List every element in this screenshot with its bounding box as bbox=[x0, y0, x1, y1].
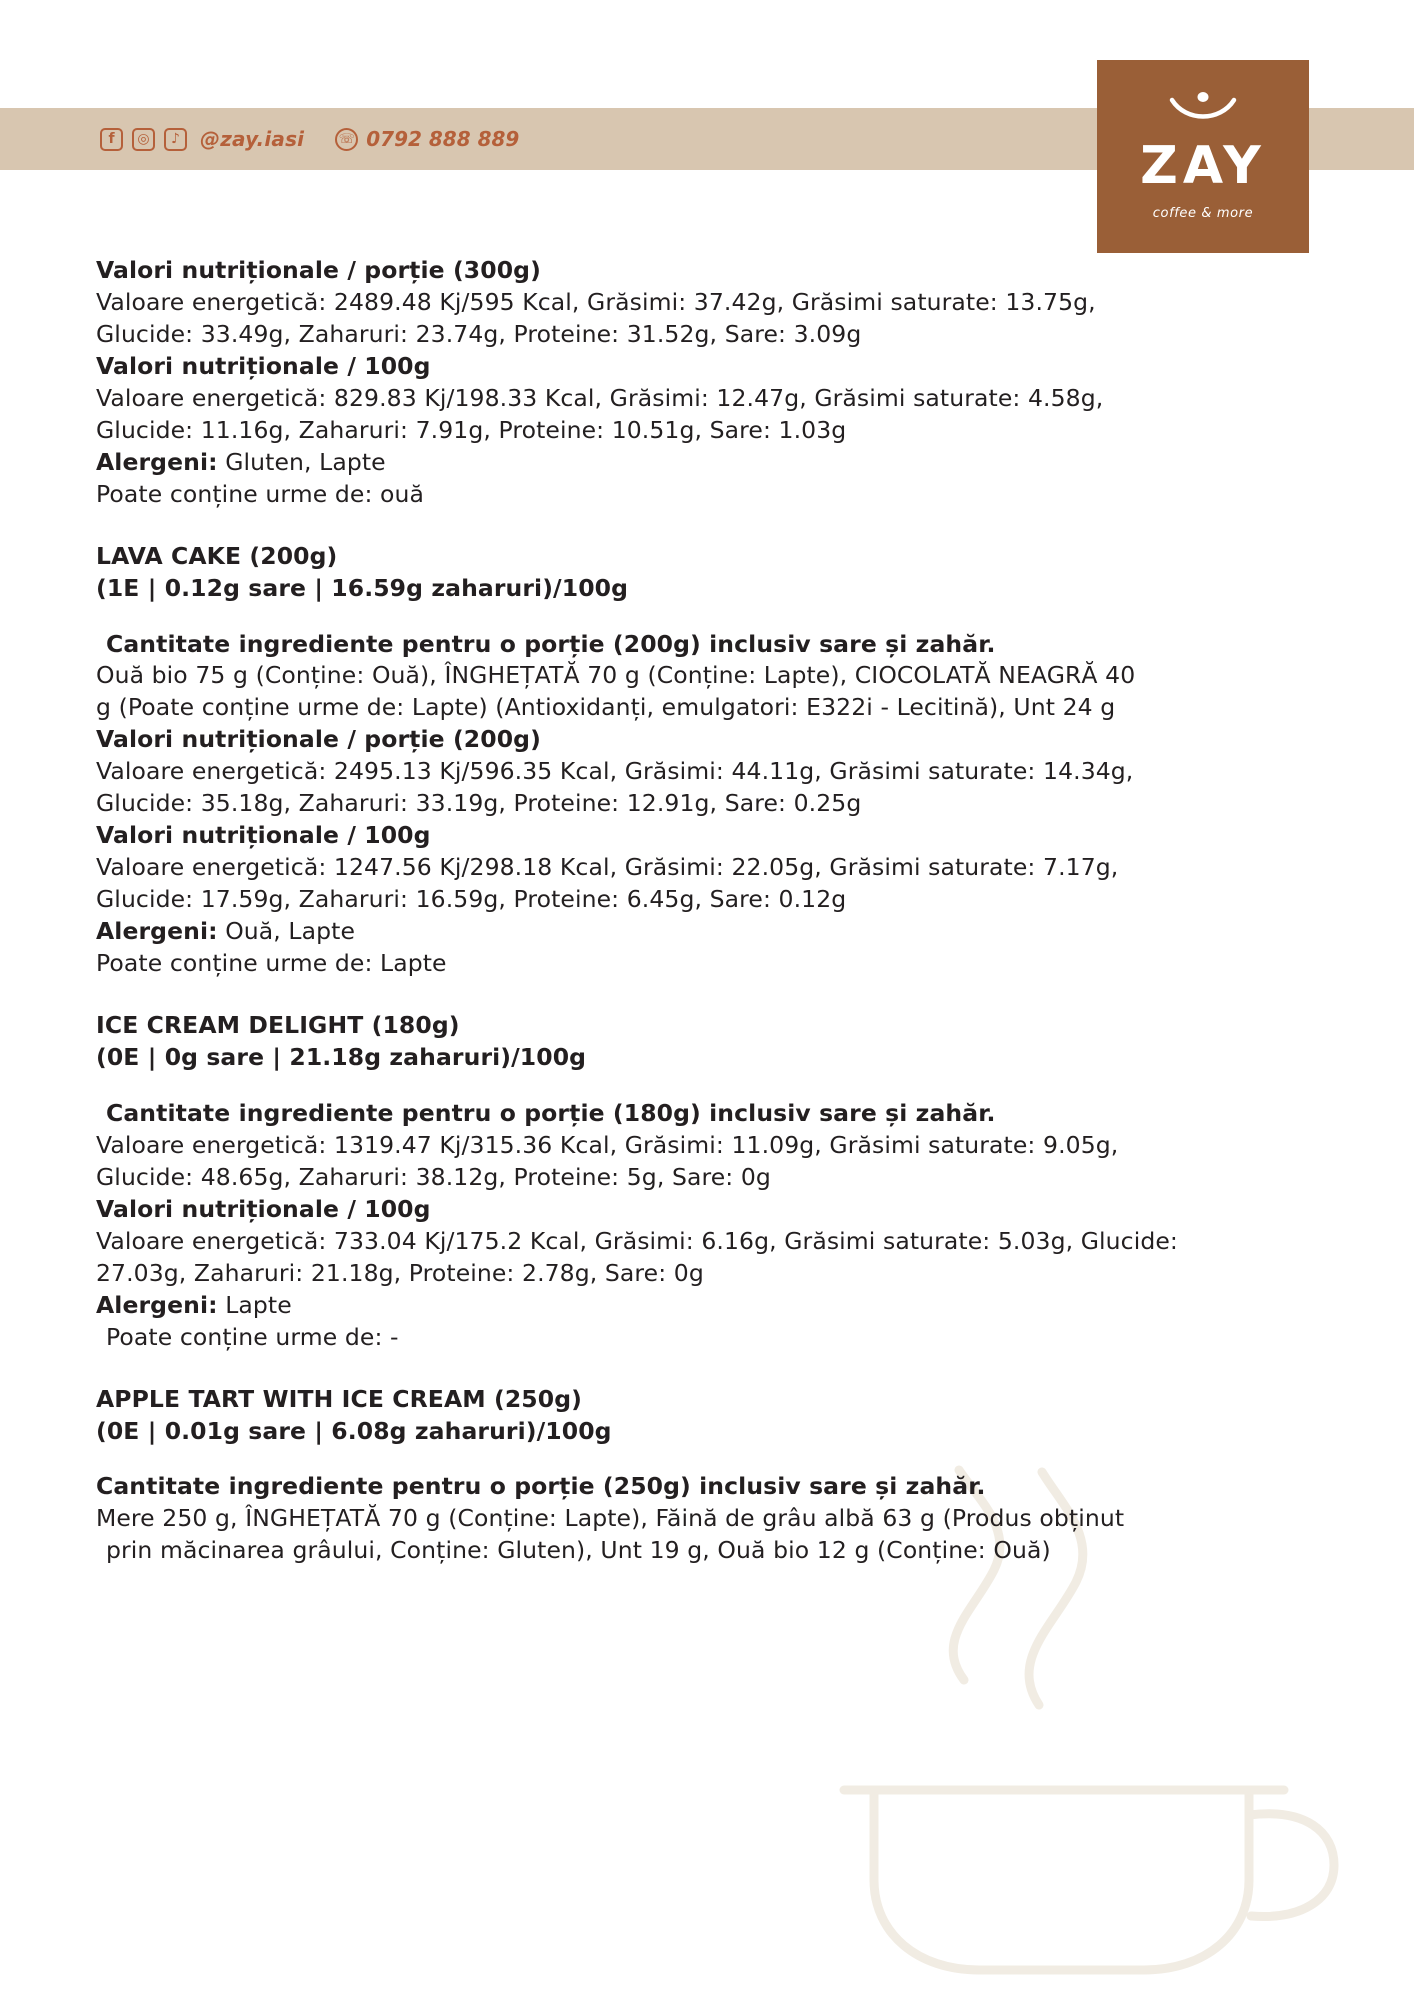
section-title: ICE CREAM DELIGHT (180g) bbox=[96, 1011, 460, 1040]
section-subtitle: (0E | 0.01g sare | 6.08g zaharuri)/100g bbox=[96, 1416, 612, 1445]
text-line: Alergeni: Lapte bbox=[96, 1290, 292, 1319]
text-line-heading: Cantitate ingrediente pentru o porție (250g) inclusiv sare și zahăr. bbox=[96, 1472, 986, 1501]
text-line: Valoare energetică: 733.04 Kj/175.2 Kcal, Grăsimi: 6.16g, Grăsimi saturate: 5.03g, Glucide: bbox=[96, 1226, 1178, 1255]
text-line-heading: Cantitate ingrediente pentru o porție (180g) inclusiv sare și zahăr. bbox=[106, 1098, 996, 1127]
section-subtitle: (1E | 0.12g sare | 16.59g zaharuri)/100g bbox=[96, 573, 629, 602]
section-title: APPLE TART WITH ICE CREAM (250g) bbox=[96, 1384, 582, 1413]
text-line: Glucide: 11.16g, Zaharuri: 7.91g, Proteine: 10.51g, Sare: 1.03g bbox=[96, 415, 847, 444]
subtitle-spacer bbox=[96, 1074, 1346, 1098]
section-lava-cake bbox=[96, 541, 1346, 980]
sections-host bbox=[96, 255, 1346, 1567]
instagram-icon[interactable]: ◎ bbox=[132, 128, 155, 151]
section-title: LAVA CAKE (200g) bbox=[96, 541, 338, 570]
logo bbox=[1097, 60, 1309, 253]
phone-icon: ☏ bbox=[335, 128, 358, 151]
social-handle: @zay.iasi bbox=[200, 127, 305, 151]
section-spacer bbox=[96, 1354, 1346, 1384]
text-line: Alergeni: Gluten, Lapte bbox=[96, 447, 386, 476]
section-subtitle: (0E | 0g sare | 21.18g zaharuri)/100g bbox=[96, 1042, 587, 1071]
section-continued bbox=[96, 255, 1346, 511]
text-line: Valoare energetică: 2489.48 Kj/595 Kcal, Grăsimi: 37.42g, Grăsimi saturate: 13.75g, bbox=[96, 287, 1096, 316]
text-line: Poate conține urme de: Lapte bbox=[96, 949, 447, 978]
section-spacer bbox=[96, 980, 1346, 1010]
logo-tagline: coffee & more bbox=[1152, 206, 1254, 221]
cup-icon bbox=[1166, 92, 1240, 136]
text-line: Glucide: 17.59g, Zaharuri: 16.59g, Proteine: 6.45g, Sare: 0.12g bbox=[96, 885, 847, 914]
text-line-heading: Valori nutriționale / porție (200g) bbox=[96, 725, 541, 754]
text-line: Glucide: 48.65g, Zaharuri: 38.12g, Proteine: 5g, Sare: 0g bbox=[96, 1162, 771, 1191]
text-line: 27.03g, Zaharuri: 21.18g, Proteine: 2.78g, Sare: 0g bbox=[96, 1258, 704, 1287]
text-line-heading: Cantitate ingrediente pentru o porție (200g) inclusiv sare și zahăr. bbox=[106, 629, 996, 658]
tiktok-icon[interactable]: ♪ bbox=[164, 128, 187, 151]
text-line: Glucide: 35.18g, Zaharuri: 33.19g, Proteine: 12.91g, Sare: 0.25g bbox=[96, 789, 862, 818]
text-line: Alergeni: Ouă, Lapte bbox=[96, 917, 356, 946]
text-line: g (Poate conține urme de: Lapte) (Antioxidanți, emulgatori: E322i - Lecitină), Unt 24 g bbox=[96, 693, 1116, 722]
text-line: Valoare energetică: 1247.56 Kj/298.18 Kcal, Grăsimi: 22.05g, Grăsimi saturate: 7.17g, bbox=[96, 853, 1119, 882]
text-line: Valoare energetică: 2495.13 Kj/596.35 Kcal, Grăsimi: 44.11g, Grăsimi saturate: 14.34g, bbox=[96, 757, 1134, 786]
text-line-heading: Valori nutriționale / porție (300g) bbox=[96, 256, 541, 284]
facebook-icon[interactable]: f bbox=[100, 128, 123, 151]
text-line: prin măcinarea grâului, Conține: Gluten), Unt 19 g, Ouă bio 12 g (Conține: Ouă) bbox=[106, 1536, 1051, 1565]
phone-wrap bbox=[335, 127, 519, 151]
phone-number: 0792 888 889 bbox=[366, 127, 520, 151]
text-line-heading: Valori nutriționale / 100g bbox=[96, 821, 431, 850]
text-line: Glucide: 33.49g, Zaharuri: 23.74g, Proteine: 31.52g, Sare: 3.09g bbox=[96, 319, 862, 348]
text-line: Mere 250 g, ÎNGHEȚATĂ 70 g (Conține: Lapte), Făină de grâu albă 63 g (Produs obținut bbox=[96, 1504, 1125, 1533]
social-row bbox=[100, 120, 519, 158]
text-line-heading: Valori nutriționale / 100g bbox=[96, 1194, 431, 1223]
text-line-heading: Valori nutriționale / 100g bbox=[96, 351, 431, 380]
section-ice-cream-delight bbox=[96, 1010, 1346, 1354]
text-line: Poate conține urme de: - bbox=[106, 1322, 399, 1351]
text-line: Poate conține urme de: ouă bbox=[96, 479, 425, 508]
logo-text: ZAY bbox=[1140, 136, 1266, 196]
text-line: Valoare energetică: 1319.47 Kj/315.36 Kcal, Grăsimi: 11.09g, Grăsimi saturate: 9.05g, bbox=[96, 1130, 1119, 1159]
text-line: Ouă bio 75 g (Conține: Ouă), ÎNGHEȚATĂ 70 g (Conține: Lapte), CIOCOLATĂ NEAGRĂ 40 bbox=[96, 661, 1136, 690]
subtitle-spacer bbox=[96, 605, 1346, 629]
section-spacer bbox=[96, 511, 1346, 541]
document-body bbox=[96, 255, 1346, 1567]
section-apple-tart bbox=[96, 1384, 1346, 1568]
text-line: Valoare energetică: 829.83 Kj/198.33 Kcal, Grăsimi: 12.47g, Grăsimi saturate: 4.58g, bbox=[96, 383, 1104, 412]
subtitle-spacer bbox=[96, 1447, 1346, 1471]
